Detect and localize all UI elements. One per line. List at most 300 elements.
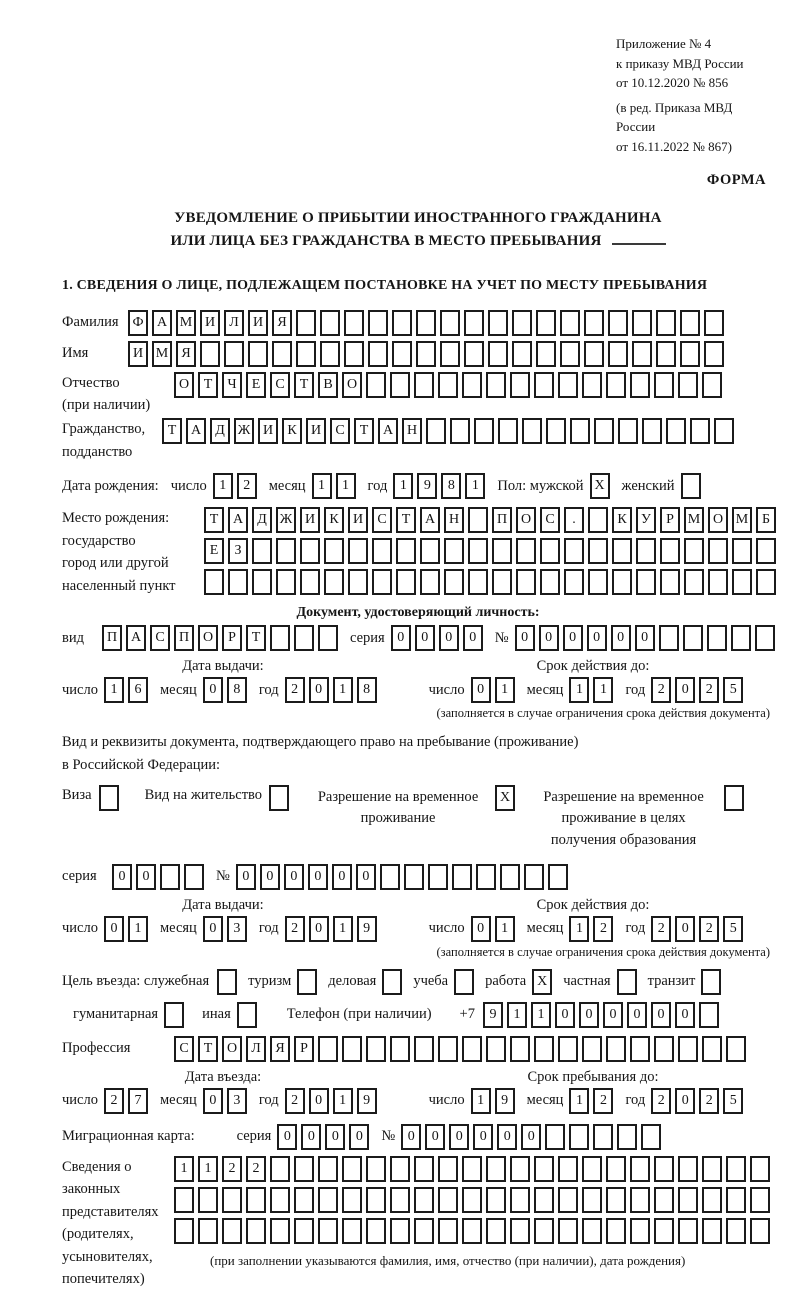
char-cell[interactable]: П <box>102 625 122 651</box>
char-cell[interactable]: И <box>306 418 326 444</box>
char-cell[interactable] <box>558 1156 578 1182</box>
char-cell[interactable] <box>510 1187 530 1213</box>
char-cell[interactable]: М <box>684 507 704 533</box>
char-cell[interactable] <box>222 1218 242 1244</box>
char-cell[interactable] <box>414 372 434 398</box>
char-cell[interactable]: 5 <box>723 916 743 942</box>
char-cell[interactable] <box>726 1218 746 1244</box>
char-cell[interactable] <box>569 1124 589 1150</box>
char-cell[interactable]: 2 <box>651 677 671 703</box>
char-cell[interactable] <box>510 1218 530 1244</box>
char-cell[interactable] <box>276 569 296 595</box>
char-cell[interactable]: С <box>270 372 290 398</box>
char-cell[interactable] <box>654 1218 674 1244</box>
char-cell[interactable] <box>416 341 436 367</box>
char-cell[interactable]: Н <box>402 418 422 444</box>
char-cell[interactable] <box>174 1218 194 1244</box>
char-cell[interactable]: М <box>152 341 172 367</box>
char-cell[interactable]: 0 <box>104 916 124 942</box>
char-cell[interactable]: Н <box>444 507 464 533</box>
char-cell[interactable] <box>582 1036 602 1062</box>
char-cell[interactable] <box>630 1218 650 1244</box>
char-cell[interactable]: X <box>495 785 515 811</box>
char-cell[interactable]: 0 <box>439 625 459 651</box>
char-cell[interactable] <box>344 341 364 367</box>
char-cell[interactable] <box>534 1036 554 1062</box>
char-cell[interactable]: 2 <box>699 916 719 942</box>
char-cell[interactable]: 2 <box>222 1156 242 1182</box>
char-cell[interactable] <box>217 969 237 995</box>
char-cell[interactable]: А <box>186 418 206 444</box>
char-cell[interactable]: Р <box>222 625 242 651</box>
char-cell[interactable]: 0 <box>309 677 329 703</box>
char-cell[interactable] <box>512 341 532 367</box>
char-cell[interactable]: 2 <box>651 1088 671 1114</box>
char-cell[interactable] <box>678 1156 698 1182</box>
char-cell[interactable]: М <box>176 310 196 336</box>
char-cell[interactable] <box>630 1187 650 1213</box>
char-cell[interactable] <box>366 1218 386 1244</box>
char-cell[interactable]: 1 <box>507 1002 527 1028</box>
char-cell[interactable] <box>536 341 556 367</box>
char-cell[interactable] <box>630 1156 650 1182</box>
char-cell[interactable] <box>656 310 676 336</box>
char-cell[interactable] <box>588 569 608 595</box>
char-cell[interactable] <box>524 864 544 890</box>
char-cell[interactable]: 0 <box>203 677 223 703</box>
char-cell[interactable] <box>680 310 700 336</box>
char-cell[interactable] <box>488 341 508 367</box>
char-cell[interactable] <box>294 1187 314 1213</box>
char-cell[interactable]: 1 <box>531 1002 551 1028</box>
char-cell[interactable] <box>390 1187 410 1213</box>
char-cell[interactable] <box>248 341 268 367</box>
char-cell[interactable] <box>654 1036 674 1062</box>
char-cell[interactable]: Л <box>224 310 244 336</box>
char-cell[interactable]: 0 <box>675 1088 695 1114</box>
char-cell[interactable]: 1 <box>495 677 515 703</box>
char-cell[interactable] <box>380 864 400 890</box>
char-cell[interactable] <box>450 418 470 444</box>
char-cell[interactable] <box>560 341 580 367</box>
char-cell[interactable]: 3 <box>227 1088 247 1114</box>
char-cell[interactable] <box>707 625 727 651</box>
char-cell[interactable] <box>228 569 248 595</box>
char-cell[interactable] <box>342 1218 362 1244</box>
char-cell[interactable]: 1 <box>465 473 485 499</box>
char-cell[interactable] <box>545 1124 565 1150</box>
char-cell[interactable] <box>534 1187 554 1213</box>
char-cell[interactable]: О <box>198 625 218 651</box>
char-cell[interactable]: 0 <box>449 1124 469 1150</box>
char-cell[interactable] <box>296 310 316 336</box>
char-cell[interactable]: Т <box>198 372 218 398</box>
char-cell[interactable] <box>160 864 180 890</box>
char-cell[interactable]: Ф <box>128 310 148 336</box>
char-cell[interactable]: 1 <box>393 473 413 499</box>
char-cell[interactable]: Д <box>210 418 230 444</box>
char-cell[interactable]: К <box>612 507 632 533</box>
char-cell[interactable] <box>756 569 776 595</box>
char-cell[interactable]: П <box>174 625 194 651</box>
char-cell[interactable]: 8 <box>357 677 377 703</box>
char-cell[interactable] <box>414 1218 434 1244</box>
char-cell[interactable]: Я <box>270 1036 290 1062</box>
char-cell[interactable]: 0 <box>277 1124 297 1150</box>
char-cell[interactable] <box>732 569 752 595</box>
char-cell[interactable] <box>198 1218 218 1244</box>
char-cell[interactable]: 3 <box>227 916 247 942</box>
char-cell[interactable]: Б <box>756 507 776 533</box>
char-cell[interactable] <box>632 310 652 336</box>
char-cell[interactable] <box>512 310 532 336</box>
char-cell[interactable] <box>486 1156 506 1182</box>
char-cell[interactable] <box>404 864 424 890</box>
char-cell[interactable] <box>726 1187 746 1213</box>
char-cell[interactable]: 0 <box>356 864 376 890</box>
char-cell[interactable] <box>546 418 566 444</box>
char-cell[interactable] <box>660 569 680 595</box>
char-cell[interactable] <box>750 1156 770 1182</box>
char-cell[interactable]: 2 <box>593 1088 613 1114</box>
char-cell[interactable] <box>486 372 506 398</box>
char-cell[interactable] <box>630 372 650 398</box>
char-cell[interactable]: 2 <box>285 677 305 703</box>
char-cell[interactable] <box>724 785 744 811</box>
char-cell[interactable]: З <box>228 538 248 564</box>
char-cell[interactable] <box>582 1218 602 1244</box>
char-cell[interactable] <box>198 1187 218 1213</box>
char-cell[interactable] <box>486 1187 506 1213</box>
char-cell[interactable] <box>608 341 628 367</box>
char-cell[interactable]: 0 <box>425 1124 445 1150</box>
char-cell[interactable] <box>276 538 296 564</box>
char-cell[interactable] <box>366 1187 386 1213</box>
char-cell[interactable] <box>474 418 494 444</box>
char-cell[interactable] <box>462 1187 482 1213</box>
char-cell[interactable]: 0 <box>587 625 607 651</box>
char-cell[interactable] <box>272 341 292 367</box>
char-cell[interactable] <box>382 969 402 995</box>
char-cell[interactable] <box>564 569 584 595</box>
char-cell[interactable] <box>294 1218 314 1244</box>
char-cell[interactable] <box>593 1124 613 1150</box>
char-cell[interactable] <box>366 1156 386 1182</box>
char-cell[interactable] <box>342 1036 362 1062</box>
char-cell[interactable] <box>606 1156 626 1182</box>
char-cell[interactable]: С <box>372 507 392 533</box>
char-cell[interactable]: О <box>708 507 728 533</box>
char-cell[interactable]: 9 <box>483 1002 503 1028</box>
char-cell[interactable]: И <box>348 507 368 533</box>
char-cell[interactable] <box>438 1036 458 1062</box>
char-cell[interactable]: 1 <box>569 677 589 703</box>
char-cell[interactable] <box>320 341 340 367</box>
char-cell[interactable] <box>416 310 436 336</box>
char-cell[interactable]: 5 <box>723 677 743 703</box>
char-cell[interactable]: 0 <box>308 864 328 890</box>
char-cell[interactable]: Е <box>204 538 224 564</box>
char-cell[interactable] <box>540 538 560 564</box>
char-cell[interactable]: 0 <box>284 864 304 890</box>
char-cell[interactable]: Т <box>162 418 182 444</box>
char-cell[interactable]: 0 <box>349 1124 369 1150</box>
char-cell[interactable]: 1 <box>569 916 589 942</box>
char-cell[interactable]: 1 <box>333 677 353 703</box>
char-cell[interactable] <box>390 1036 410 1062</box>
char-cell[interactable] <box>294 1156 314 1182</box>
char-cell[interactable] <box>714 418 734 444</box>
char-cell[interactable]: 1 <box>471 1088 491 1114</box>
char-cell[interactable] <box>636 538 656 564</box>
char-cell[interactable]: 1 <box>198 1156 218 1182</box>
char-cell[interactable]: Р <box>294 1036 314 1062</box>
char-cell[interactable] <box>300 569 320 595</box>
char-cell[interactable] <box>702 1036 722 1062</box>
char-cell[interactable] <box>390 372 410 398</box>
char-cell[interactable]: М <box>732 507 752 533</box>
char-cell[interactable]: 0 <box>675 916 695 942</box>
char-cell[interactable] <box>252 569 272 595</box>
char-cell[interactable] <box>704 341 724 367</box>
char-cell[interactable] <box>468 569 488 595</box>
char-cell[interactable] <box>699 1002 719 1028</box>
char-cell[interactable] <box>392 310 412 336</box>
char-cell[interactable]: 5 <box>723 1088 743 1114</box>
char-cell[interactable]: 1 <box>333 1088 353 1114</box>
char-cell[interactable] <box>348 538 368 564</box>
char-cell[interactable] <box>654 1187 674 1213</box>
char-cell[interactable] <box>510 372 530 398</box>
char-cell[interactable] <box>534 372 554 398</box>
char-cell[interactable]: У <box>636 507 656 533</box>
char-cell[interactable] <box>324 538 344 564</box>
char-cell[interactable] <box>659 625 679 651</box>
char-cell[interactable]: О <box>174 372 194 398</box>
char-cell[interactable] <box>452 864 472 890</box>
char-cell[interactable] <box>642 418 662 444</box>
char-cell[interactable]: 1 <box>128 916 148 942</box>
char-cell[interactable] <box>426 418 446 444</box>
char-cell[interactable]: А <box>228 507 248 533</box>
char-cell[interactable] <box>204 569 224 595</box>
char-cell[interactable] <box>372 569 392 595</box>
char-cell[interactable] <box>464 310 484 336</box>
char-cell[interactable] <box>348 569 368 595</box>
char-cell[interactable] <box>390 1156 410 1182</box>
char-cell[interactable]: И <box>128 341 148 367</box>
char-cell[interactable] <box>296 341 316 367</box>
char-cell[interactable]: 0 <box>301 1124 321 1150</box>
char-cell[interactable] <box>414 1187 434 1213</box>
char-cell[interactable] <box>522 418 542 444</box>
char-cell[interactable] <box>726 1036 746 1062</box>
char-cell[interactable] <box>320 310 340 336</box>
char-cell[interactable] <box>318 1187 338 1213</box>
char-cell[interactable] <box>536 310 556 336</box>
char-cell[interactable] <box>690 418 710 444</box>
char-cell[interactable]: 8 <box>227 677 247 703</box>
char-cell[interactable] <box>246 1218 266 1244</box>
char-cell[interactable] <box>237 1002 257 1028</box>
char-cell[interactable]: 0 <box>463 625 483 651</box>
char-cell[interactable] <box>252 538 272 564</box>
char-cell[interactable] <box>606 1218 626 1244</box>
char-cell[interactable]: С <box>540 507 560 533</box>
char-cell[interactable]: 0 <box>611 625 631 651</box>
char-cell[interactable]: 1 <box>569 1088 589 1114</box>
char-cell[interactable] <box>750 1187 770 1213</box>
char-cell[interactable] <box>726 1156 746 1182</box>
char-cell[interactable]: 9 <box>357 1088 377 1114</box>
char-cell[interactable]: Л <box>246 1036 266 1062</box>
char-cell[interactable]: 0 <box>391 625 411 651</box>
char-cell[interactable]: Т <box>396 507 416 533</box>
char-cell[interactable]: 0 <box>136 864 156 890</box>
char-cell[interactable]: С <box>150 625 170 651</box>
char-cell[interactable]: X <box>590 473 610 499</box>
char-cell[interactable]: В <box>318 372 338 398</box>
char-cell[interactable] <box>368 310 388 336</box>
char-cell[interactable] <box>342 1156 362 1182</box>
char-cell[interactable] <box>756 538 776 564</box>
char-cell[interactable] <box>612 538 632 564</box>
char-cell[interactable] <box>630 1036 650 1062</box>
char-cell[interactable] <box>270 1156 290 1182</box>
char-cell[interactable] <box>468 538 488 564</box>
char-cell[interactable] <box>318 625 338 651</box>
char-cell[interactable]: С <box>330 418 350 444</box>
char-cell[interactable]: А <box>420 507 440 533</box>
char-cell[interactable] <box>342 1187 362 1213</box>
char-cell[interactable] <box>636 569 656 595</box>
char-cell[interactable] <box>582 372 602 398</box>
char-cell[interactable] <box>701 969 721 995</box>
char-cell[interactable] <box>324 569 344 595</box>
char-cell[interactable] <box>344 310 364 336</box>
char-cell[interactable]: 2 <box>593 916 613 942</box>
char-cell[interactable]: И <box>300 507 320 533</box>
char-cell[interactable] <box>184 864 204 890</box>
char-cell[interactable] <box>564 538 584 564</box>
char-cell[interactable]: 1 <box>312 473 332 499</box>
char-cell[interactable] <box>438 1187 458 1213</box>
char-cell[interactable]: 0 <box>309 916 329 942</box>
char-cell[interactable]: Я <box>272 310 292 336</box>
char-cell[interactable] <box>731 625 751 651</box>
char-cell[interactable]: 0 <box>332 864 352 890</box>
char-cell[interactable]: 0 <box>563 625 583 651</box>
char-cell[interactable] <box>683 625 703 651</box>
char-cell[interactable] <box>660 538 680 564</box>
char-cell[interactable] <box>708 569 728 595</box>
char-cell[interactable]: 1 <box>174 1156 194 1182</box>
char-cell[interactable]: Т <box>246 625 266 651</box>
char-cell[interactable] <box>454 969 474 995</box>
char-cell[interactable] <box>414 1036 434 1062</box>
char-cell[interactable] <box>678 372 698 398</box>
char-cell[interactable]: К <box>282 418 302 444</box>
char-cell[interactable]: Я <box>176 341 196 367</box>
char-cell[interactable] <box>368 341 388 367</box>
char-cell[interactable] <box>584 310 604 336</box>
char-cell[interactable] <box>270 1187 290 1213</box>
char-cell[interactable] <box>704 310 724 336</box>
char-cell[interactable] <box>462 1156 482 1182</box>
char-cell[interactable] <box>492 538 512 564</box>
char-cell[interactable]: 0 <box>471 916 491 942</box>
char-cell[interactable]: 0 <box>309 1088 329 1114</box>
char-cell[interactable]: Е <box>246 372 266 398</box>
char-cell[interactable] <box>492 569 512 595</box>
char-cell[interactable]: 7 <box>128 1088 148 1114</box>
char-cell[interactable] <box>318 1218 338 1244</box>
char-cell[interactable] <box>500 864 520 890</box>
char-cell[interactable] <box>680 341 700 367</box>
char-cell[interactable] <box>164 1002 184 1028</box>
char-cell[interactable]: 0 <box>112 864 132 890</box>
char-cell[interactable] <box>582 1187 602 1213</box>
char-cell[interactable]: И <box>200 310 220 336</box>
char-cell[interactable]: 2 <box>699 677 719 703</box>
char-cell[interactable] <box>438 1156 458 1182</box>
char-cell[interactable] <box>560 310 580 336</box>
char-cell[interactable] <box>486 1218 506 1244</box>
char-cell[interactable] <box>684 538 704 564</box>
char-cell[interactable] <box>534 1156 554 1182</box>
char-cell[interactable] <box>444 569 464 595</box>
char-cell[interactable]: А <box>152 310 172 336</box>
char-cell[interactable] <box>632 341 652 367</box>
char-cell[interactable] <box>656 341 676 367</box>
char-cell[interactable] <box>684 569 704 595</box>
char-cell[interactable] <box>606 1187 626 1213</box>
char-cell[interactable] <box>462 372 482 398</box>
char-cell[interactable]: 9 <box>495 1088 515 1114</box>
char-cell[interactable] <box>510 1036 530 1062</box>
char-cell[interactable]: 0 <box>473 1124 493 1150</box>
char-cell[interactable] <box>318 1156 338 1182</box>
char-cell[interactable]: 0 <box>203 1088 223 1114</box>
char-cell[interactable] <box>594 418 614 444</box>
char-cell[interactable] <box>702 372 722 398</box>
char-cell[interactable]: 1 <box>213 473 233 499</box>
char-cell[interactable]: 2 <box>699 1088 719 1114</box>
char-cell[interactable]: . <box>564 507 584 533</box>
char-cell[interactable]: 0 <box>675 677 695 703</box>
char-cell[interactable] <box>678 1218 698 1244</box>
char-cell[interactable]: С <box>174 1036 194 1062</box>
char-cell[interactable]: 0 <box>236 864 256 890</box>
char-cell[interactable]: 2 <box>246 1156 266 1182</box>
char-cell[interactable]: П <box>492 507 512 533</box>
char-cell[interactable]: 0 <box>515 625 535 651</box>
char-cell[interactable] <box>558 1187 578 1213</box>
char-cell[interactable]: Т <box>198 1036 218 1062</box>
char-cell[interactable] <box>488 310 508 336</box>
char-cell[interactable]: 2 <box>651 916 671 942</box>
char-cell[interactable] <box>510 1156 530 1182</box>
char-cell[interactable] <box>498 418 518 444</box>
char-cell[interactable] <box>224 341 244 367</box>
char-cell[interactable] <box>702 1187 722 1213</box>
char-cell[interactable]: 0 <box>651 1002 671 1028</box>
char-cell[interactable] <box>200 341 220 367</box>
char-cell[interactable]: Т <box>294 372 314 398</box>
char-cell[interactable] <box>396 538 416 564</box>
char-cell[interactable]: 0 <box>401 1124 421 1150</box>
char-cell[interactable] <box>297 969 317 995</box>
